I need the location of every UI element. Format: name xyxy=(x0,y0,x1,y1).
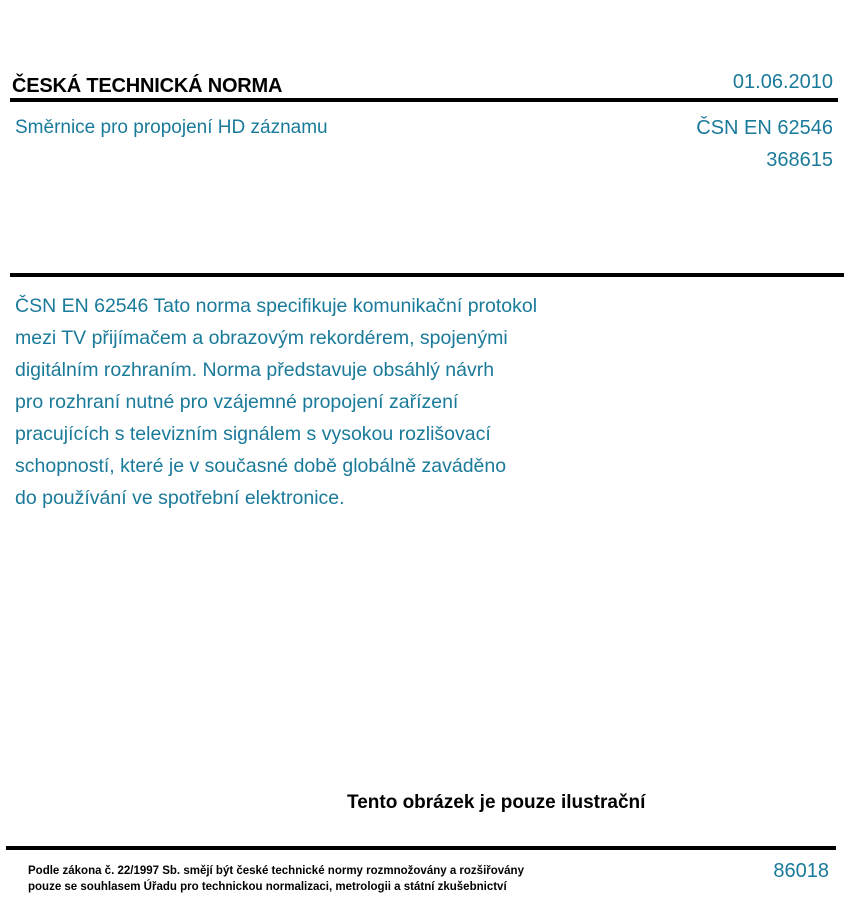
standard-title: Směrnice pro propojení HD záznamu xyxy=(15,117,328,138)
top-divider xyxy=(10,98,838,102)
abstract-line: mezi TV přijímačem a obrazovým rekordérem, spojenými xyxy=(15,327,508,349)
publication-date: 01.06.2010 xyxy=(732,71,833,93)
catalog-number: 368615 xyxy=(766,149,833,171)
legal-line: Podle zákona č. 22/1997 Sb. smějí být české technické normy rozmnožovány a rozšiřovány xyxy=(28,865,524,877)
abstract-line: pracujících s televizním signálem s vysokou rozlišovací xyxy=(15,423,491,445)
abstract-line: do používání ve spotřební elektronice. xyxy=(15,487,345,509)
abstract-text xyxy=(15,290,615,514)
document-type-label: ČESKÁ TECHNICKÁ NORMA xyxy=(12,75,283,97)
abstract-line: pro rozhraní nutné pro vzájemné propojení zařízení xyxy=(15,391,459,413)
standard-number: ČSN EN 62546 xyxy=(696,117,833,139)
abstract-line: schopností, které je v současné době globálně zaváděno xyxy=(15,455,507,477)
legal-line: pouze se souhlasem Úřadu pro technickou normalizaci, metrologii a státní zkušebnictví xyxy=(28,881,507,893)
page-code: 86018 xyxy=(773,860,829,882)
middle-divider xyxy=(10,273,844,277)
abstract-line: digitálním rozhraním. Norma představuje obsáhlý návrh xyxy=(15,359,495,381)
abstract-line: ČSN EN 62546 Tato norma specifikuje komunikační protokol xyxy=(15,295,538,317)
bottom-divider xyxy=(6,846,836,850)
illustration-note: Tento obrázek je pouze ilustrační xyxy=(347,792,646,813)
legal-notice xyxy=(28,863,524,895)
